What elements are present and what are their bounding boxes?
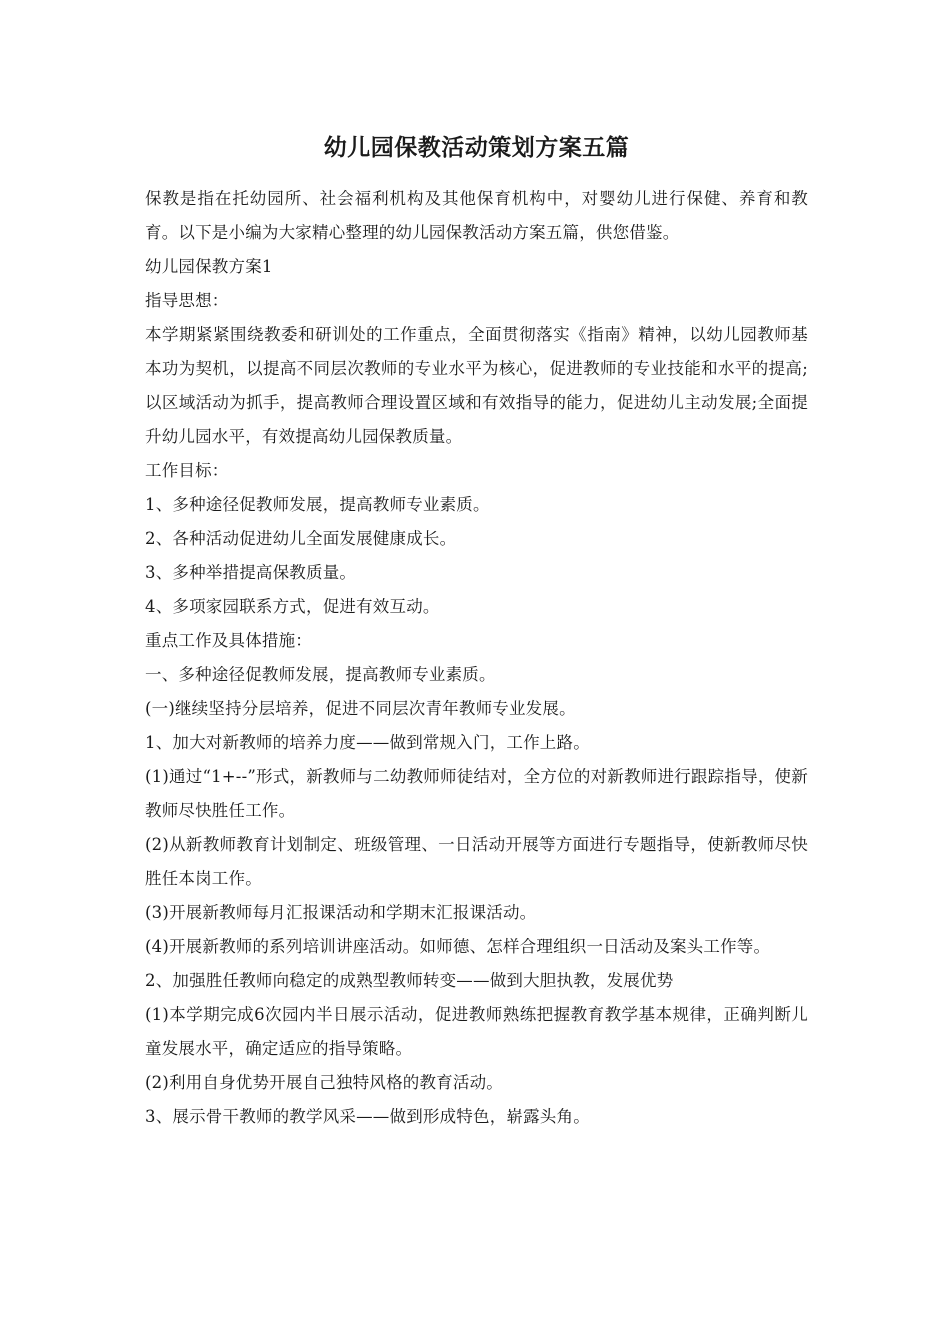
goal-item-4: 4、多项家园联系方式，促进有效互动。 [145,597,440,616]
item-1-heading: 1、加大对新教师的培养力度——做到常规入门，工作上路。 [145,733,590,752]
goal-item-3: 3、多种举措提高保教质量。 [145,563,357,582]
heading-guiding-thought: 指导思想： [145,291,229,310]
item-1-sub-4: (4)开展新教师的系列培训讲座活动。如师德、怎样合理组织一日活动及案头工作等。 [145,937,771,956]
heading-key-work: 重点工作及具体措施： [145,631,312,650]
subsection-one-heading: (一)继续坚持分层培养，促进不同层次青年教师专业发展。 [145,699,576,718]
item-1-sub-1: (1)通过“1+--”形式，新教师与二幼教师师徒结对，全方位的对新教师进行跟踪指导，使新教师尽快胜任工作。 [145,767,808,820]
heading-work-goals: 工作目标： [145,461,229,480]
item-1-sub-2: (2)从新教师教育计划制定、班级管理、一日活动开展等方面进行专题指导，使新教师尽快胜任本岗工作。 [145,835,808,888]
document-title: 幼儿园保教活动策划方案五篇 [323,134,630,161]
goal-item-1: 1、多种途径促教师发展，提高教师专业素质。 [145,495,490,514]
section-heading-plan-1: 幼儿园保教方案1 [145,257,273,276]
document-body [145,182,808,1134]
document-page [145,128,808,1134]
item-3-heading: 3、展示骨干教师的教学风采——做到形成特色，崭露头角。 [145,1107,590,1126]
item-2-sub-1: (1)本学期完成6次园内半日展示活动，促进教师熟练把握教育教学基本规律，正确判断儿童发展水平，确定适应的指导策略。 [145,1005,808,1058]
goal-item-2: 2、各种活动促进幼儿全面发展健康成长。 [145,529,457,548]
guiding-thought-paragraph: 本学期紧紧围绕教委和研训处的工作重点，全面贯彻落实《指南》精神，以幼儿园教师基本功为契机，以提高不同层次教师的专业水平为核心，促进教师的专业技能和水平的提高;以区域活动为抓手，提高教师合理设置区域和有效指导的能力，促进幼儿主动发展;全面提升幼儿园水平，有效提高幼儿园保教质量。 [145,325,808,446]
intro-paragraph: 保教是指在托幼园所、社会福利机构及其他保育机构中，对婴幼儿进行保健、养育和教育。以下是小编为大家精心整理的幼儿园保教活动方案五篇，供您借鉴。 [145,189,808,242]
item-2-heading: 2、加强胜任教师向稳定的成熟型教师转变——做到大胆执教，发展优势 [145,971,674,990]
section-one-heading: 一、多种途径促教师发展，提高教师专业素质。 [145,665,496,684]
item-2-sub-2: (2)利用自身优势开展自己独特风格的教育活动。 [145,1073,503,1092]
item-1-sub-3: (3)开展新教师每月汇报课活动和学期末汇报课活动。 [145,903,537,922]
